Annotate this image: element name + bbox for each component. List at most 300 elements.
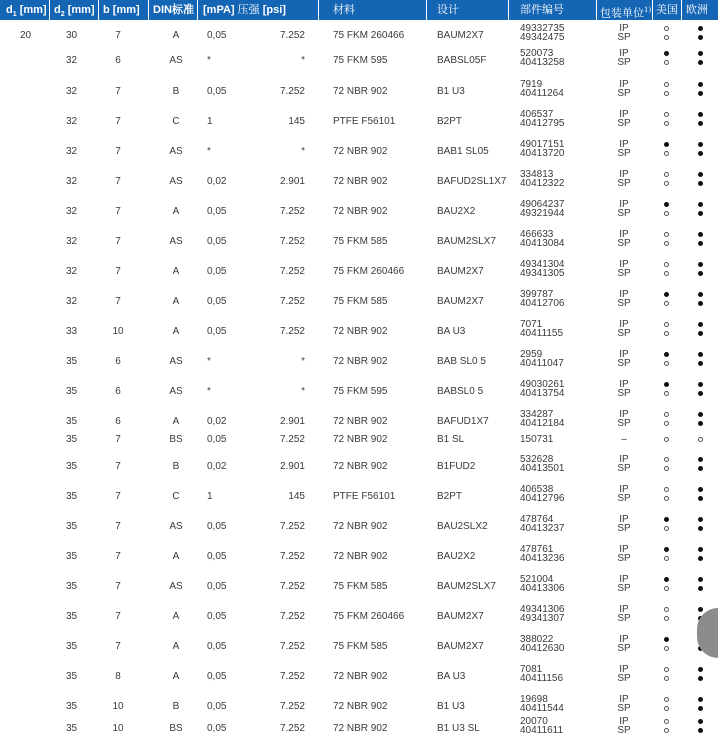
marker-eu-2 bbox=[698, 35, 703, 40]
cell-part-number-2: 40413236 bbox=[520, 553, 565, 564]
cell-part-number-2: 40411156 bbox=[520, 673, 564, 684]
table-row bbox=[0, 22, 718, 47]
cell-b: 6 bbox=[115, 55, 121, 66]
marker-us bbox=[664, 292, 669, 297]
cell-design: BAUM2SLX7 bbox=[437, 581, 496, 592]
cell-b: 7 bbox=[115, 86, 121, 97]
cell-part-number-2: 40413306 bbox=[520, 583, 565, 594]
cell-b: 7 bbox=[115, 434, 121, 445]
cell-b: 7 bbox=[115, 491, 121, 502]
marker-eu bbox=[698, 232, 703, 237]
cell-pack-unit: IP bbox=[619, 409, 629, 420]
cell-b: 7 bbox=[115, 206, 121, 217]
cell-part-number-2: 40412630 bbox=[520, 643, 565, 654]
cell-psi: 7.252 bbox=[279, 701, 305, 712]
cell-din: A bbox=[172, 30, 180, 41]
cell-design: BAU2X2 bbox=[437, 551, 476, 562]
header-divider bbox=[596, 0, 597, 20]
cell-part-number: 478761 bbox=[520, 544, 554, 555]
cell-material: 72 NBR 902 bbox=[333, 723, 388, 734]
marker-eu bbox=[698, 202, 703, 207]
marker-us-2 bbox=[664, 35, 669, 40]
marker-eu bbox=[698, 26, 703, 31]
cell-material: 72 NBR 902 bbox=[333, 176, 388, 187]
marker-eu bbox=[698, 517, 703, 522]
cell-pack-unit: IP bbox=[619, 169, 629, 180]
marker-eu-2 bbox=[698, 421, 703, 426]
cell-material: 75 FKM 585 bbox=[333, 581, 388, 592]
cell-part-number-2: 40412322 bbox=[520, 178, 565, 189]
marker-us bbox=[664, 172, 669, 177]
cell-design: BA U3 bbox=[437, 326, 466, 337]
cell-din: A bbox=[172, 641, 180, 652]
cell-material: 72 NBR 902 bbox=[333, 521, 388, 532]
cell-design: BABSL0 5 bbox=[437, 386, 484, 397]
cell-part-number: 7919 bbox=[520, 79, 543, 90]
cell-mpa: * bbox=[207, 356, 211, 367]
marker-eu bbox=[698, 352, 703, 357]
cell-d2: 35 bbox=[66, 434, 78, 445]
header-d2: $d_2$ [mm] bbox=[54, 4, 95, 19]
cell-pack-unit-2: SP bbox=[617, 613, 631, 624]
marker-eu bbox=[698, 382, 703, 387]
table-row bbox=[0, 483, 718, 513]
cell-b: 7 bbox=[115, 146, 121, 157]
cell-part-number: 406538 bbox=[520, 484, 554, 495]
cell-part-number-2: 40412184 bbox=[520, 418, 565, 429]
cell-b: 7 bbox=[115, 116, 121, 127]
cell-mpa: 0,05 bbox=[207, 701, 227, 712]
cell-mpa: 1 bbox=[207, 491, 213, 502]
cell-mpa: 0,05 bbox=[207, 723, 227, 734]
cell-pack-unit-2: SP bbox=[617, 493, 631, 504]
table-row bbox=[0, 258, 718, 288]
cell-design: BAUM2X7 bbox=[437, 641, 484, 652]
cell-din: BS bbox=[169, 434, 183, 445]
table-row bbox=[0, 228, 718, 258]
cell-design: BAFUD2SL1X7 bbox=[437, 176, 507, 187]
cell-din: A bbox=[172, 671, 180, 682]
marker-eu-2 bbox=[698, 211, 703, 216]
cell-part-number-2: 40412796 bbox=[520, 493, 565, 504]
cell-din: AS bbox=[169, 176, 183, 187]
cell-pack-unit-2: SP bbox=[617, 178, 631, 189]
cell-material: 72 NBR 902 bbox=[333, 434, 388, 445]
header-divider bbox=[98, 0, 99, 20]
cell-design: BAUM2X7 bbox=[437, 611, 484, 622]
cell-design: BAUM2X7 bbox=[437, 30, 484, 41]
cell-part-number-2: 40412706 bbox=[520, 298, 565, 309]
marker-us-2 bbox=[664, 301, 669, 306]
cell-design: BAB1 SL05 bbox=[437, 146, 489, 157]
cell-design: BAUM2X7 bbox=[437, 296, 484, 307]
cell-din: AS bbox=[169, 146, 183, 157]
cell-material: PTFE F56101 bbox=[333, 116, 396, 127]
table-row bbox=[0, 693, 718, 715]
cell-d2: 35 bbox=[66, 581, 78, 592]
marker-eu-2 bbox=[698, 391, 703, 396]
cell-d2: 32 bbox=[66, 146, 78, 157]
header-divider bbox=[681, 0, 682, 20]
cell-pack-unit: IP bbox=[619, 634, 629, 645]
cell-pack-unit-2: SP bbox=[617, 583, 631, 594]
cell-d2: 30 bbox=[66, 30, 78, 41]
cell-pack-unit: IP bbox=[619, 716, 629, 727]
marker-us-2 bbox=[664, 728, 669, 733]
marker-eu bbox=[698, 607, 703, 612]
cell-pack-unit-2: SP bbox=[617, 32, 631, 43]
cell-din: B bbox=[172, 701, 180, 712]
marker-us bbox=[664, 437, 669, 442]
cell-psi: 7.252 bbox=[279, 434, 305, 445]
cell-din: A bbox=[172, 551, 180, 562]
marker-eu bbox=[698, 667, 703, 672]
cell-pack-unit-2: SP bbox=[617, 725, 631, 736]
header-d1: $d_1$ [mm] bbox=[6, 4, 47, 19]
cell-part-number: 520073 bbox=[520, 48, 554, 59]
cell-material: 72 NBR 902 bbox=[333, 671, 388, 682]
cell-din: A bbox=[172, 296, 180, 307]
marker-us bbox=[664, 547, 669, 552]
cell-b: 8 bbox=[115, 671, 121, 682]
marker-eu-2 bbox=[698, 151, 703, 156]
cell-pack-unit: IP bbox=[619, 109, 629, 120]
cell-material: 75 FKM 585 bbox=[333, 236, 388, 247]
cell-part-number-2: 40411047 bbox=[520, 358, 564, 369]
cell-material: 72 NBR 902 bbox=[333, 86, 388, 97]
cell-pack-unit: IP bbox=[619, 139, 629, 150]
cell-pack-unit: IP bbox=[619, 229, 629, 240]
cell-part-number: 7071 bbox=[520, 319, 543, 330]
cell-psi: 145 bbox=[288, 491, 305, 502]
marker-us bbox=[664, 112, 669, 117]
table-row bbox=[0, 573, 718, 603]
cell-psi: 7.252 bbox=[279, 671, 305, 682]
table-row bbox=[0, 168, 718, 198]
cell-psi: 7.252 bbox=[279, 581, 305, 592]
marker-eu bbox=[698, 142, 703, 147]
cell-part-number-2: 40413084 bbox=[520, 238, 565, 249]
table-row bbox=[0, 430, 718, 453]
cell-pack-unit-2: SP bbox=[617, 118, 631, 129]
marker-eu-2 bbox=[698, 676, 703, 681]
marker-us-2 bbox=[664, 241, 669, 246]
header-eu: 欧洲 bbox=[686, 3, 708, 16]
cell-psi: 7.252 bbox=[279, 723, 305, 734]
cell-b: 6 bbox=[115, 386, 121, 397]
cell-d2: 32 bbox=[66, 266, 78, 277]
cell-mpa: 0,05 bbox=[207, 434, 227, 445]
cell-d1: 20 bbox=[20, 30, 32, 41]
header-pack-unit: 包装单位$^{1)}$ bbox=[600, 6, 652, 20]
cell-pack-unit-2: SP bbox=[617, 523, 631, 534]
cell-material: 75 FKM 595 bbox=[333, 55, 388, 66]
marker-us-2 bbox=[664, 556, 669, 561]
header-material: 材料 bbox=[333, 3, 355, 16]
cell-psi: 7.252 bbox=[279, 521, 305, 532]
cell-part-number: 19698 bbox=[520, 694, 548, 705]
cell-psi: 145 bbox=[288, 116, 305, 127]
marker-eu-2 bbox=[698, 60, 703, 65]
table-row bbox=[0, 715, 718, 736]
cell-part-number-2: 40413258 bbox=[520, 57, 565, 68]
table-row bbox=[0, 603, 718, 633]
cell-pack-unit-2: SP bbox=[617, 88, 631, 99]
header-divider bbox=[426, 0, 427, 20]
marker-us bbox=[664, 26, 669, 31]
cell-material: 75 FKM 595 bbox=[333, 386, 388, 397]
marker-eu bbox=[698, 82, 703, 87]
cell-part-number: 478764 bbox=[520, 514, 554, 525]
cell-material: 72 NBR 902 bbox=[333, 326, 388, 337]
cell-part-number-2: 49342475 bbox=[520, 32, 565, 43]
cell-design: BA U3 bbox=[437, 671, 466, 682]
marker-eu bbox=[698, 547, 703, 552]
marker-eu bbox=[698, 412, 703, 417]
cell-b: 7 bbox=[115, 30, 121, 41]
cell-din: AS bbox=[169, 55, 183, 66]
cell-d2: 32 bbox=[66, 55, 78, 66]
marker-us-2 bbox=[664, 586, 669, 591]
cell-mpa: 0,05 bbox=[207, 641, 227, 652]
cell-d2: 35 bbox=[66, 491, 78, 502]
cell-b: 7 bbox=[115, 581, 121, 592]
marker-us bbox=[664, 382, 669, 387]
marker-eu-2 bbox=[698, 496, 703, 501]
cell-d2: 35 bbox=[66, 416, 78, 427]
cell-design: B1 U3 bbox=[437, 701, 465, 712]
cell-mpa: 0,05 bbox=[207, 581, 227, 592]
cell-part-number-2: 40412795 bbox=[520, 118, 565, 129]
table-row bbox=[0, 138, 718, 168]
cell-material: 72 NBR 902 bbox=[333, 206, 388, 217]
cell-psi: * bbox=[301, 356, 305, 367]
marker-us-2 bbox=[664, 646, 669, 651]
marker-eu-2 bbox=[698, 301, 703, 306]
cell-part-number: 7081 bbox=[520, 664, 543, 675]
cell-din: AS bbox=[169, 236, 183, 247]
marker-eu bbox=[698, 51, 703, 56]
cell-design: B1 SL bbox=[437, 434, 465, 445]
marker-us-2 bbox=[664, 676, 669, 681]
cell-part-number-2: 40413720 bbox=[520, 148, 565, 159]
cell-b: 10 bbox=[112, 326, 124, 337]
cell-din: A bbox=[172, 206, 180, 217]
cell-pack-unit: IP bbox=[619, 664, 629, 675]
marker-eu-2 bbox=[698, 241, 703, 246]
cell-pack-unit-2: SP bbox=[617, 148, 631, 159]
cell-mpa: 0,05 bbox=[207, 671, 227, 682]
cell-pack-unit: IP bbox=[619, 379, 629, 390]
table-row bbox=[0, 453, 718, 483]
cell-part-number: 20070 bbox=[520, 716, 548, 727]
cell-part-number: 334287 bbox=[520, 409, 554, 420]
cell-pack-unit: IP bbox=[619, 289, 629, 300]
table-row bbox=[0, 348, 718, 378]
table-row bbox=[0, 47, 718, 78]
cell-pack-unit: IP bbox=[619, 259, 629, 270]
table-row bbox=[0, 198, 718, 228]
cell-part-number: 334813 bbox=[520, 169, 554, 180]
marker-eu-2 bbox=[698, 728, 703, 733]
cell-pack-unit: IP bbox=[619, 604, 629, 615]
cell-design: B1FUD2 bbox=[437, 461, 476, 472]
marker-eu bbox=[698, 457, 703, 462]
cell-pack-unit-2: SP bbox=[617, 673, 631, 684]
cell-mpa: * bbox=[207, 386, 211, 397]
marker-us bbox=[664, 719, 669, 724]
cell-pack-unit-2: SP bbox=[617, 328, 631, 339]
cell-pack-unit: IP bbox=[619, 454, 629, 465]
cell-design: B2PT bbox=[437, 116, 463, 127]
cell-part-number: 49341306 bbox=[520, 604, 565, 615]
cell-d2: 35 bbox=[66, 386, 78, 397]
marker-us bbox=[664, 202, 669, 207]
cell-pack-unit-2: SP bbox=[617, 703, 631, 714]
marker-eu-2 bbox=[698, 361, 703, 366]
cell-part-number-2: 40411611 bbox=[520, 725, 564, 736]
table-header bbox=[0, 0, 718, 20]
cell-material: 72 NBR 902 bbox=[333, 701, 388, 712]
marker-us-2 bbox=[664, 391, 669, 396]
cell-design: B1 U3 bbox=[437, 86, 465, 97]
cell-d2: 35 bbox=[66, 671, 78, 682]
cell-d2: 35 bbox=[66, 356, 78, 367]
marker-eu-2 bbox=[698, 586, 703, 591]
cell-design: BAB SL0 5 bbox=[437, 356, 486, 367]
cell-material: 75 FKM 260466 bbox=[333, 611, 405, 622]
cell-pack-unit-2: SP bbox=[617, 418, 631, 429]
cell-d2: 35 bbox=[66, 701, 78, 712]
table-row bbox=[0, 408, 718, 430]
cell-pack-unit-2: SP bbox=[617, 208, 631, 219]
marker-us-2 bbox=[664, 466, 669, 471]
cell-pack-unit-2: SP bbox=[617, 643, 631, 654]
cell-din: A bbox=[172, 611, 180, 622]
cell-pack-unit-2: SP bbox=[617, 358, 631, 369]
cell-b: 7 bbox=[115, 611, 121, 622]
cell-mpa: 0,05 bbox=[207, 326, 227, 337]
cell-pack-unit: IP bbox=[619, 199, 629, 210]
cell-pack-unit: IP bbox=[619, 319, 629, 330]
cell-part-number-2: 40411264 bbox=[520, 88, 564, 99]
cell-material: 75 FKM 260466 bbox=[333, 30, 405, 41]
cell-design: B2PT bbox=[437, 491, 463, 502]
marker-eu bbox=[698, 437, 703, 442]
cell-part-number: 49017151 bbox=[520, 139, 565, 150]
marker-us bbox=[664, 352, 669, 357]
cell-mpa: 0,05 bbox=[207, 30, 227, 41]
marker-us-2 bbox=[664, 616, 669, 621]
header-divider bbox=[148, 0, 149, 20]
cell-material: 75 FKM 585 bbox=[333, 296, 388, 307]
cell-psi: * bbox=[301, 146, 305, 157]
header-din: DIN标准 bbox=[153, 4, 194, 16]
cell-material: 75 FKM 260466 bbox=[333, 266, 405, 277]
marker-us bbox=[664, 607, 669, 612]
marker-eu bbox=[698, 262, 703, 267]
cell-design: BAU2X2 bbox=[437, 206, 476, 217]
cell-pack-unit: – bbox=[621, 434, 627, 445]
marker-us-2 bbox=[664, 526, 669, 531]
cell-mpa: 0,02 bbox=[207, 176, 227, 187]
cell-part-number: 388022 bbox=[520, 634, 554, 645]
header-part-number: 部件编号 bbox=[520, 3, 564, 16]
cell-mpa: 0,05 bbox=[207, 551, 227, 562]
cell-b: 7 bbox=[115, 461, 121, 472]
cell-pack-unit-2: SP bbox=[617, 238, 631, 249]
cell-d2: 32 bbox=[66, 86, 78, 97]
cell-psi: 7.252 bbox=[279, 266, 305, 277]
header-divider bbox=[508, 0, 509, 20]
cell-part-number-2: 49341305 bbox=[520, 268, 565, 279]
cell-material: 72 NBR 902 bbox=[333, 551, 388, 562]
cell-design: BAUM2SLX7 bbox=[437, 236, 496, 247]
cell-d2: 35 bbox=[66, 611, 78, 622]
cell-din: B bbox=[172, 86, 180, 97]
cell-b: 7 bbox=[115, 551, 121, 562]
header-divider bbox=[49, 0, 50, 20]
cell-part-number: 2959 bbox=[520, 349, 543, 360]
cell-material: 72 NBR 902 bbox=[333, 461, 388, 472]
cell-psi: 7.252 bbox=[279, 206, 305, 217]
cell-part-number-2: 49321944 bbox=[520, 208, 565, 219]
cell-b: 7 bbox=[115, 236, 121, 247]
header-b: b [mm] bbox=[103, 4, 140, 16]
cell-pack-unit: IP bbox=[619, 48, 629, 59]
cell-design: BAFUD1X7 bbox=[437, 416, 489, 427]
cell-pack-unit-2: SP bbox=[617, 57, 631, 68]
cell-part-number: 466633 bbox=[520, 229, 554, 240]
cell-part-number: 521004 bbox=[520, 574, 554, 585]
marker-eu bbox=[698, 322, 703, 327]
marker-us bbox=[664, 517, 669, 522]
marker-us bbox=[664, 412, 669, 417]
table-row bbox=[0, 378, 718, 408]
cell-din: AS bbox=[169, 356, 183, 367]
marker-eu bbox=[698, 697, 703, 702]
cell-part-number: 406537 bbox=[520, 109, 554, 120]
cell-pack-unit: IP bbox=[619, 544, 629, 555]
cell-din: A bbox=[172, 326, 180, 337]
cell-design: BAU2SLX2 bbox=[437, 521, 488, 532]
header-divider bbox=[197, 0, 198, 20]
cell-din: AS bbox=[169, 386, 183, 397]
table-row bbox=[0, 78, 718, 108]
cell-mpa: * bbox=[207, 55, 211, 66]
marker-us-2 bbox=[664, 211, 669, 216]
cell-mpa: 0,05 bbox=[207, 86, 227, 97]
cell-din: A bbox=[172, 416, 180, 427]
marker-us-2 bbox=[664, 271, 669, 276]
cell-material: 72 NBR 902 bbox=[333, 416, 388, 427]
cell-mpa: 0,05 bbox=[207, 296, 227, 307]
cell-psi: 2.901 bbox=[279, 416, 305, 427]
cell-d2: 32 bbox=[66, 176, 78, 187]
marker-eu-2 bbox=[698, 181, 703, 186]
cell-d2: 32 bbox=[66, 296, 78, 307]
cell-design: B1 U3 SL bbox=[437, 723, 480, 734]
table-row bbox=[0, 663, 718, 693]
cell-d2: 32 bbox=[66, 236, 78, 247]
cell-b: 7 bbox=[115, 296, 121, 307]
table-row bbox=[0, 633, 718, 663]
cell-psi: 7.252 bbox=[279, 296, 305, 307]
marker-eu-2 bbox=[698, 91, 703, 96]
cell-psi: 7.252 bbox=[279, 86, 305, 97]
cell-b: 7 bbox=[115, 521, 121, 532]
cell-psi: * bbox=[301, 55, 305, 66]
